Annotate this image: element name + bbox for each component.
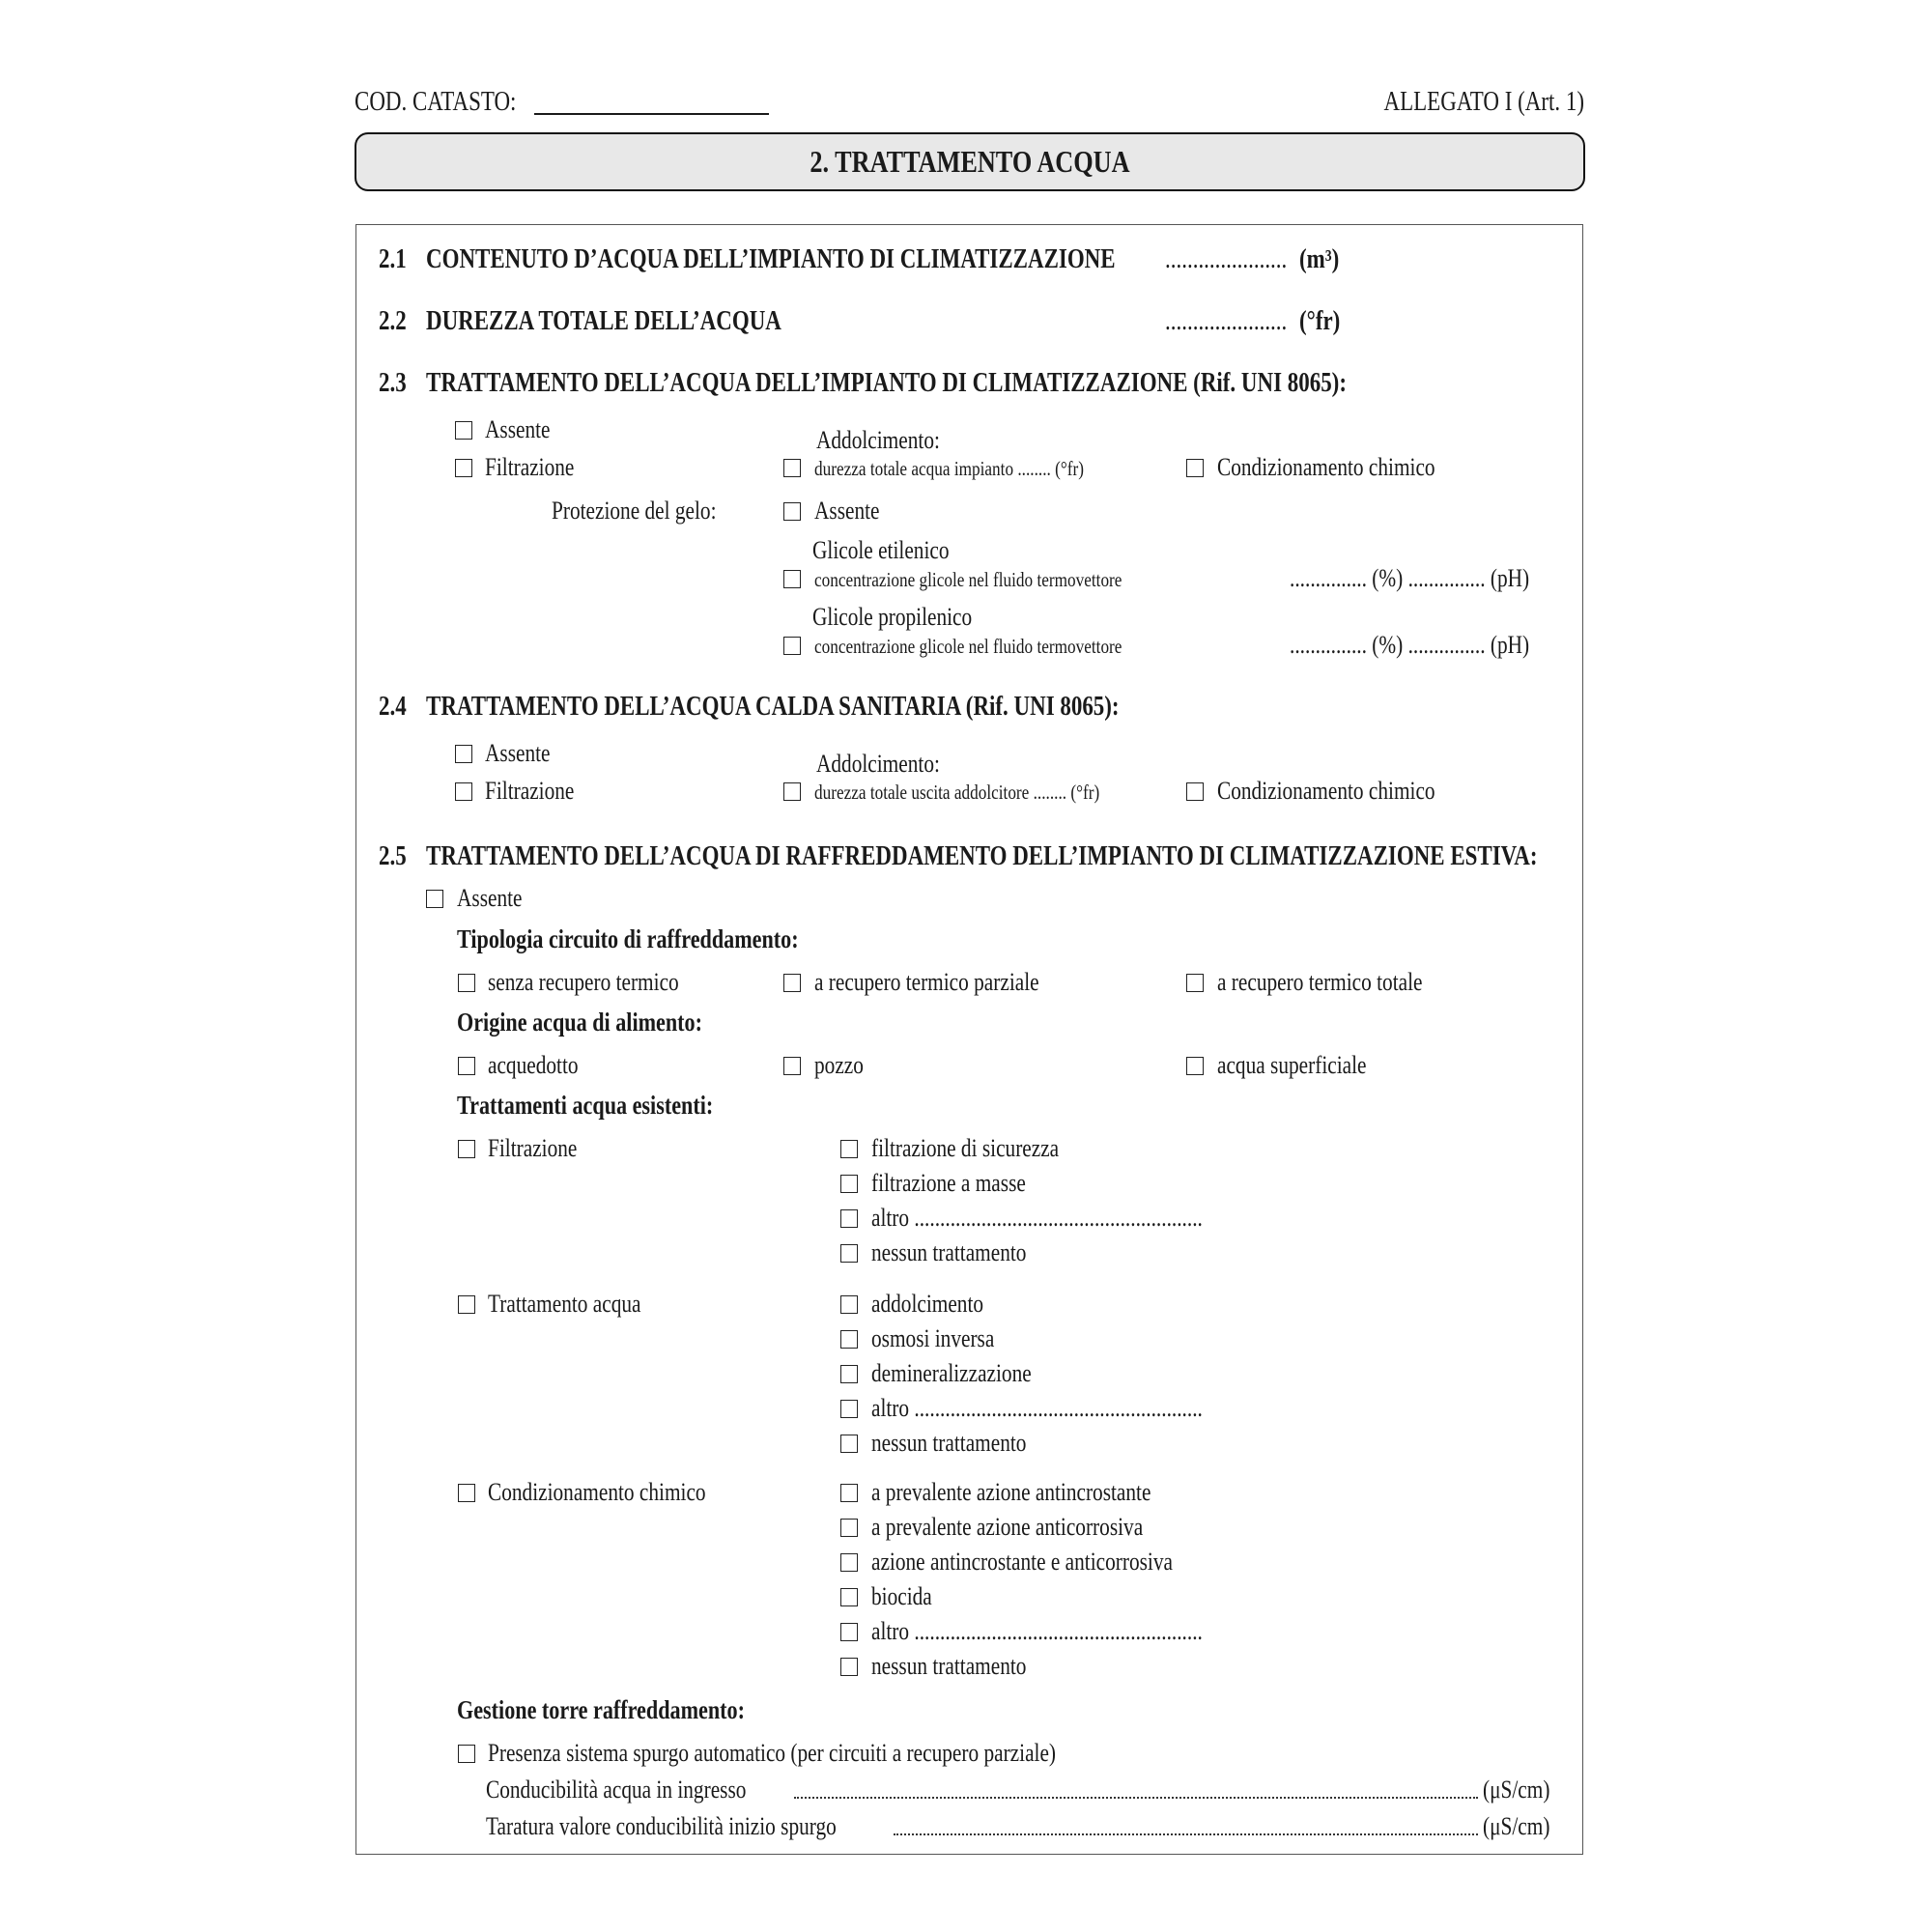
section-2-4-number: 2.4 (379, 692, 407, 722)
condizionamento-option-label: nessun trattamento (871, 1652, 1027, 1680)
s23-gelo-assente-label: Assente (814, 497, 880, 525)
s24-assente-checkbox[interactable] (455, 745, 472, 763)
tipologia-option-label: a recupero termico totale (1217, 968, 1423, 996)
trattamenti-condizionamento-checkbox[interactable] (458, 1484, 475, 1502)
condizionamento-option-checkbox[interactable] (840, 1553, 858, 1572)
tipologia-option-checkbox[interactable] (1186, 974, 1204, 992)
condizionamento-option-label: a prevalente azione anticorrosiva (871, 1513, 1144, 1541)
section-2-5-number: 2.5 (379, 841, 407, 871)
s23-assente-label: Assente (485, 415, 551, 443)
section-2-1-number: 2.1 (379, 244, 407, 274)
section-2-2-number: 2.2 (379, 306, 407, 336)
s23-glicole-etilenico-checkbox[interactable] (783, 570, 801, 588)
s23-glicole-propilenico-label: Glicole propilenico (812, 603, 973, 631)
trattamenti-acqua-label: Trattamento acqua (488, 1290, 641, 1318)
condizionamento-option-label: azione antincrostante e anticorrosiva (871, 1548, 1173, 1576)
s24-condizionamento-checkbox[interactable] (1186, 782, 1204, 801)
s23-filtrazione-checkbox[interactable] (455, 459, 472, 477)
origine-option-checkbox[interactable] (783, 1057, 801, 1075)
tipologia-option-checkbox[interactable] (783, 974, 801, 992)
trattamenti-acqua-checkbox[interactable] (458, 1295, 475, 1314)
taratura-unit: (μS/cm) (1483, 1812, 1550, 1840)
section-title-box (355, 132, 1585, 191)
condizionamento-option-checkbox[interactable] (840, 1623, 858, 1641)
s25-assente-label: Assente (457, 884, 523, 912)
condizionamento-option-label: biocida (871, 1582, 932, 1610)
spurgo-label: Presenza sistema spurgo automatico (per circuiti a recupero parziale) (488, 1739, 1057, 1767)
spurgo-checkbox[interactable] (458, 1745, 475, 1763)
allegato-label: ALLEGATO I (Art. 1) (1383, 87, 1584, 117)
s23-glicole-propilenico-concentration-label: concentrazione glicole nel fluido termovettore (814, 635, 1122, 658)
cod-catasto-field[interactable] (534, 113, 769, 115)
trattamento-option-label: demineralizzazione (871, 1359, 1032, 1387)
s23-condizionamento-label: Condizionamento chimico (1217, 453, 1435, 481)
trattamenti-heading: Trattamenti acqua esistenti: (457, 1091, 714, 1120)
tipologia-option-label: senza recupero termico (488, 968, 679, 996)
tipologia-option-label: a recupero termico parziale (814, 968, 1039, 996)
hardness-field[interactable]: ...................... (1165, 306, 1288, 336)
trattamenti-filtrazione-checkbox[interactable] (458, 1140, 475, 1158)
s25-assente-checkbox[interactable] (426, 890, 443, 908)
origine-option-label: acquedotto (488, 1051, 579, 1079)
section-2-5-label: TRATTAMENTO DELL’ACQUA DI RAFFREDDAMENTO DELL’IMPIANTO DI CLIMATIZZAZIONE ESTIVA: (426, 841, 1538, 871)
trattamento-option-label: nessun trattamento (871, 1429, 1027, 1457)
filtrazione-option-label: filtrazione di sicurezza (871, 1134, 1060, 1162)
condizionamento-option-checkbox[interactable] (840, 1484, 858, 1502)
origine-option-checkbox[interactable] (1186, 1057, 1204, 1075)
tipologia-heading: Tipologia circuito di raffreddamento: (457, 924, 799, 953)
trattamento-altro-field[interactable]: altro ........................................................ (871, 1394, 1203, 1422)
s23-addolcimento-checkbox[interactable] (783, 459, 801, 477)
filtrazione-option-checkbox[interactable] (840, 1209, 858, 1228)
trattamento-option-checkbox[interactable] (840, 1400, 858, 1418)
s23-glicole-propilenico-checkbox[interactable] (783, 637, 801, 655)
s24-addolcimento-checkbox[interactable] (783, 782, 801, 801)
hardness-unit: (°fr) (1299, 306, 1341, 336)
trattamento-option-label: addolcimento (871, 1290, 984, 1318)
s23-glicole-etilenico-fields[interactable]: ............... (%) ............... (pH) (1290, 564, 1530, 592)
origine-option-label: pozzo (814, 1051, 864, 1079)
gestione-heading: Gestione torre raffreddamento: (457, 1695, 745, 1724)
conducibilita-unit: (μS/cm) (1483, 1776, 1550, 1804)
condizionamento-option-checkbox[interactable] (840, 1658, 858, 1676)
trattamenti-filtrazione-label: Filtrazione (488, 1134, 578, 1162)
trattamento-option-checkbox[interactable] (840, 1365, 858, 1383)
section-2-2-label: DUREZZA TOTALE DELL’ACQUA (426, 306, 781, 336)
water-content-unit: (m³) (1299, 244, 1340, 274)
section-2-1-label: CONTENUTO D’ACQUA DELL’IMPIANTO DI CLIMATIZZAZIONE (426, 244, 1116, 274)
filtrazione-option-label: nessun trattamento (871, 1238, 1027, 1266)
s24-addolcimento-option: durezza totale uscita addolcitore ........ (°fr) (814, 781, 1100, 804)
filtrazione-option-checkbox[interactable] (840, 1175, 858, 1193)
origine-heading: Origine acqua di alimento: (457, 1008, 702, 1037)
filtrazione-altro-field[interactable]: altro ........................................................ (871, 1204, 1203, 1232)
s23-addolcimento-option: durezza totale acqua impianto ........ (°fr) (814, 457, 1084, 480)
s24-filtrazione-label: Filtrazione (485, 777, 575, 805)
trattamento-option-label: osmosi inversa (871, 1324, 995, 1352)
condizionamento-option-label: a prevalente azione antincrostante (871, 1478, 1151, 1506)
tipologia-option-checkbox[interactable] (458, 974, 475, 992)
trattamento-option-checkbox[interactable] (840, 1295, 858, 1314)
s23-filtrazione-label: Filtrazione (485, 453, 575, 481)
conducibilita-field[interactable] (794, 1797, 1478, 1799)
s24-addolcimento-label: Addolcimento: (816, 750, 940, 778)
s23-glicole-etilenico-label: Glicole etilenico (812, 536, 950, 564)
section-2-4-label: TRATTAMENTO DELL’ACQUA CALDA SANITARIA (Rif. UNI 8065): (426, 692, 1120, 722)
origine-option-label: acqua superficiale (1217, 1051, 1367, 1079)
s24-filtrazione-checkbox[interactable] (455, 782, 472, 801)
s23-gelo-label: Protezione del gelo: (552, 497, 717, 525)
s23-addolcimento-label: Addolcimento: (816, 426, 940, 454)
section-2-3-number: 2.3 (379, 368, 407, 398)
s23-gelo-assente-checkbox[interactable] (783, 502, 801, 521)
filtrazione-option-checkbox[interactable] (840, 1140, 858, 1158)
s24-assente-label: Assente (485, 739, 551, 767)
s23-condizionamento-checkbox[interactable] (1186, 459, 1204, 477)
s24-condizionamento-label: Condizionamento chimico (1217, 777, 1435, 805)
section-2-3-label: TRATTAMENTO DELL’ACQUA DELL’IMPIANTO DI CLIMATIZZAZIONE (Rif. UNI 8065): (426, 368, 1347, 398)
s23-glicole-etilenico-concentration-label: concentrazione glicole nel fluido termovettore (814, 568, 1122, 591)
origine-option-checkbox[interactable] (458, 1057, 475, 1075)
cod-catasto-label: COD. CATASTO: (355, 87, 517, 117)
filtrazione-option-checkbox[interactable] (840, 1244, 858, 1263)
condizionamento-option-checkbox[interactable] (840, 1588, 858, 1606)
taratura-field[interactable] (894, 1833, 1478, 1835)
s23-glicole-propilenico-fields[interactable]: ............... (%) ............... (pH) (1290, 631, 1530, 659)
taratura-label: Taratura valore conducibilità inizio spurgo (486, 1812, 837, 1840)
trattamento-option-checkbox[interactable] (840, 1435, 858, 1453)
trattamento-option-checkbox[interactable] (840, 1330, 858, 1349)
filtrazione-option-label: filtrazione a masse (871, 1169, 1026, 1197)
condizionamento-altro-field[interactable]: altro ........................................................ (871, 1617, 1203, 1645)
trattamenti-condizionamento-label: Condizionamento chimico (488, 1478, 706, 1506)
water-content-field[interactable]: ...................... (1165, 244, 1288, 274)
conducibilita-label: Conducibilità acqua in ingresso (486, 1776, 747, 1804)
condizionamento-option-checkbox[interactable] (840, 1519, 858, 1537)
page-title: 2. TRATTAMENTO ACQUA (810, 144, 1130, 179)
s23-assente-checkbox[interactable] (455, 421, 472, 440)
